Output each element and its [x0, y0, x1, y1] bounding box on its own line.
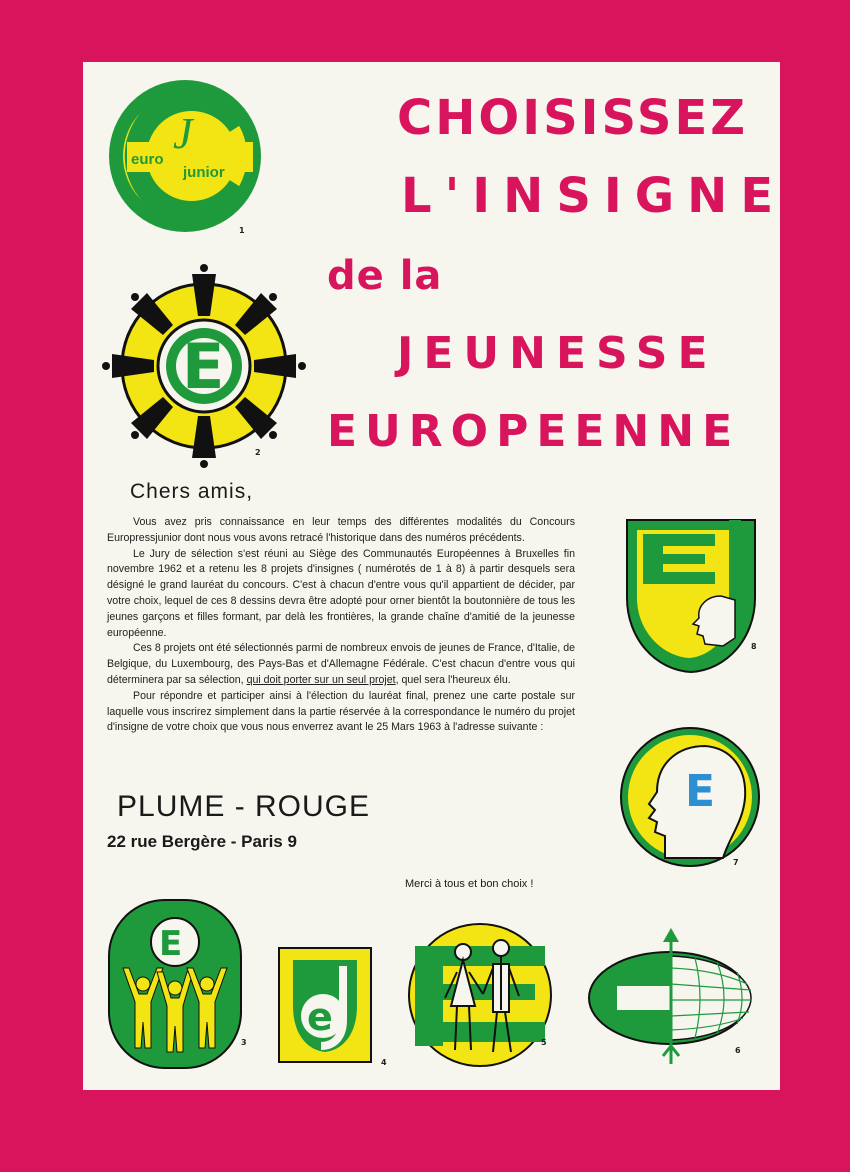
badge-8-shield — [623, 518, 759, 674]
badge-7-letter: E — [685, 766, 716, 817]
badge-2-letter: E — [182, 330, 225, 403]
badge-2-number: 2 — [255, 448, 261, 457]
title-line-3: de la — [327, 253, 443, 299]
badge-4-ej — [277, 946, 373, 1064]
recipient-address: 22 rue Bergère - Paris 9 — [107, 832, 297, 851]
title-line-4: JEUNESSE — [397, 328, 718, 379]
paragraph-3-start: Ces 8 projets ont été sélectionnés parmi de nombreux envois de jeunes de France, d'Italie, de Belgique, du Luxembourg, des Pays-Bas et d'Allemagne Fédérale. C'est chacun d'entre vous qui déterminera par sa sélection, — [107, 642, 575, 686]
badge-1-euro-text: euro — [131, 151, 164, 168]
title-line-5: EUROPEENNE — [327, 406, 741, 457]
badge-4-number: 4 — [381, 1058, 387, 1067]
paragraph-3-underlined: qui doit porter sur un seul projet — [246, 673, 396, 686]
badge-3-letter: E — [159, 924, 183, 964]
badge-1-number: 1 — [239, 226, 245, 235]
badge-3-people — [107, 898, 243, 1070]
paragraph-2: Le Jury de sélection s'est réuni au Siège des Communautés Européennes à Bruxelles fin novembre 1962 et a retenu les 8 projets d'insignes ( numérotés de 1 à 8) à partir desquels sera désigné le grand lauréat du concours. C'est à chacun d'entre vous qu'il appartient de décider, par votre choix, lequel de ces 8 dessins devra être adopté pour orner bientôt la boutonnière de tous les jeunes garçons et filles formant, par delà les frontières, la grande chaîne d'amitié de la jeunesse européenne. — [107, 547, 575, 639]
badge-3-number: 3 — [241, 1038, 247, 1047]
badge-1-junior-text: junior — [183, 164, 225, 181]
badge-8-number: 8 — [751, 642, 757, 651]
badge-5-couple — [407, 922, 553, 1068]
title-line-1: CHOISISSEZ — [397, 90, 749, 146]
badge-7-head — [619, 726, 761, 868]
badge-6-number: 6 — [735, 1046, 741, 1055]
badge-4-letter: e — [307, 995, 333, 1039]
paragraph-3 — [107, 641, 575, 688]
poster-sheet — [83, 62, 787, 1090]
letter-body — [107, 515, 575, 736]
title-line-2: L'INSIGNE — [401, 168, 787, 224]
paragraph-1: Vous avez pris connaissance en leur temps des différentes modalités du Concours Europressjunior dont nous vous avons retracé l'historique dans des numéros précédents. — [107, 516, 575, 544]
badge-5-number: 5 — [541, 1038, 547, 1047]
badge-7-number: 7 — [733, 858, 739, 867]
paragraph-4: Pour répondre et participer ainsi à l'élection du lauréat final, prenez une carte postale sur laquelle vous inscrirez simplement dans la partie réservée à la correspondance le numéro du projet d'insigne de votre choix que vous nous enverrez avant le 25 Mars 1963 à l'adresse suivante : — [107, 689, 575, 734]
recipient-name: PLUME - ROUGE — [117, 790, 371, 823]
paragraph-3-end: , quel sera l'heureux élu. — [395, 673, 511, 686]
closing-text: Merci à tous et bon choix ! — [405, 878, 534, 890]
badge-2-wheel — [101, 264, 311, 468]
greeting: Chers amis, — [130, 480, 254, 503]
badge-1-j-glyph: J — [173, 109, 193, 158]
badge-1-euro-junior — [107, 78, 267, 234]
